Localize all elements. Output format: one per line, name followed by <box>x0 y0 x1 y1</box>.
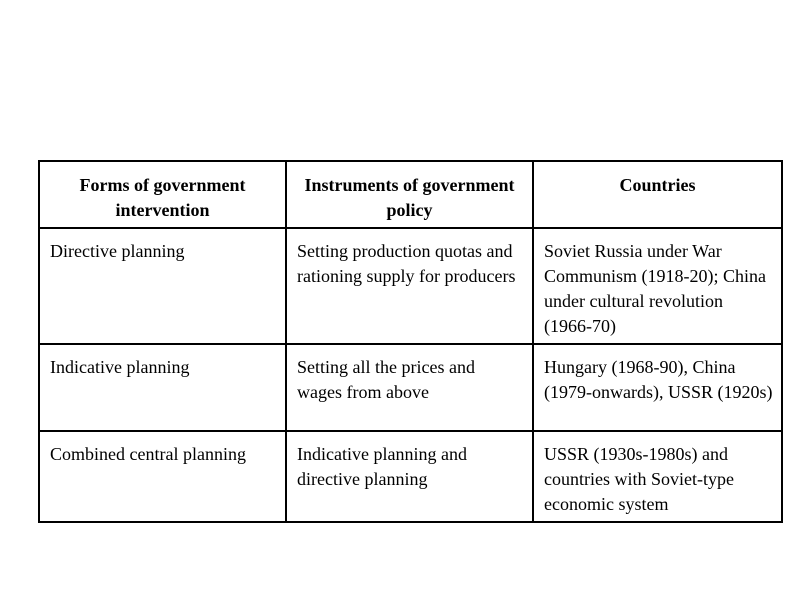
table-cell-countries <box>533 228 782 344</box>
header-label: Forms of government intervention <box>79 175 246 220</box>
table-header <box>39 161 782 228</box>
header-forms-of-intervention <box>39 161 286 228</box>
table-cell-instrument <box>286 344 533 431</box>
header-countries <box>533 161 782 228</box>
table-row-directive-planning <box>39 228 782 344</box>
header-instruments <box>286 161 533 228</box>
table-cell-form <box>39 431 286 522</box>
table-cell-form <box>39 344 286 431</box>
cell-text: USSR (1930s-1980s) and countries with Soviet-type economic system <box>544 444 734 514</box>
cell-text: Combined central planning <box>50 444 246 464</box>
table-row-indicative-planning <box>39 344 782 431</box>
table-cell-instrument <box>286 228 533 344</box>
cell-text: Indicative planning and directive planning <box>297 444 467 489</box>
table-cell-form <box>39 228 286 344</box>
table-row-combined-central-planning <box>39 431 782 522</box>
cell-text: Setting production quotas and rationing supply for producers <box>297 241 516 286</box>
table-cell-countries <box>533 344 782 431</box>
cell-text: Soviet Russia under War Communism (1918-20); China under cultural revolution (1966-70) <box>544 241 766 336</box>
header-label: Countries <box>619 175 696 195</box>
table-body <box>39 228 782 522</box>
cell-text: Hungary (1968-90), China (1979-onwards), USSR (1920s) <box>544 357 773 402</box>
table-cell-instrument <box>286 431 533 522</box>
header-row <box>39 161 782 228</box>
header-label: Instruments of government policy <box>304 175 515 220</box>
cell-text: Setting all the prices and wages from above <box>297 357 475 402</box>
planning-table <box>38 160 783 523</box>
cell-text: Indicative planning <box>50 357 190 377</box>
table-cell-countries <box>533 431 782 522</box>
cell-text: Directive planning <box>50 241 185 261</box>
